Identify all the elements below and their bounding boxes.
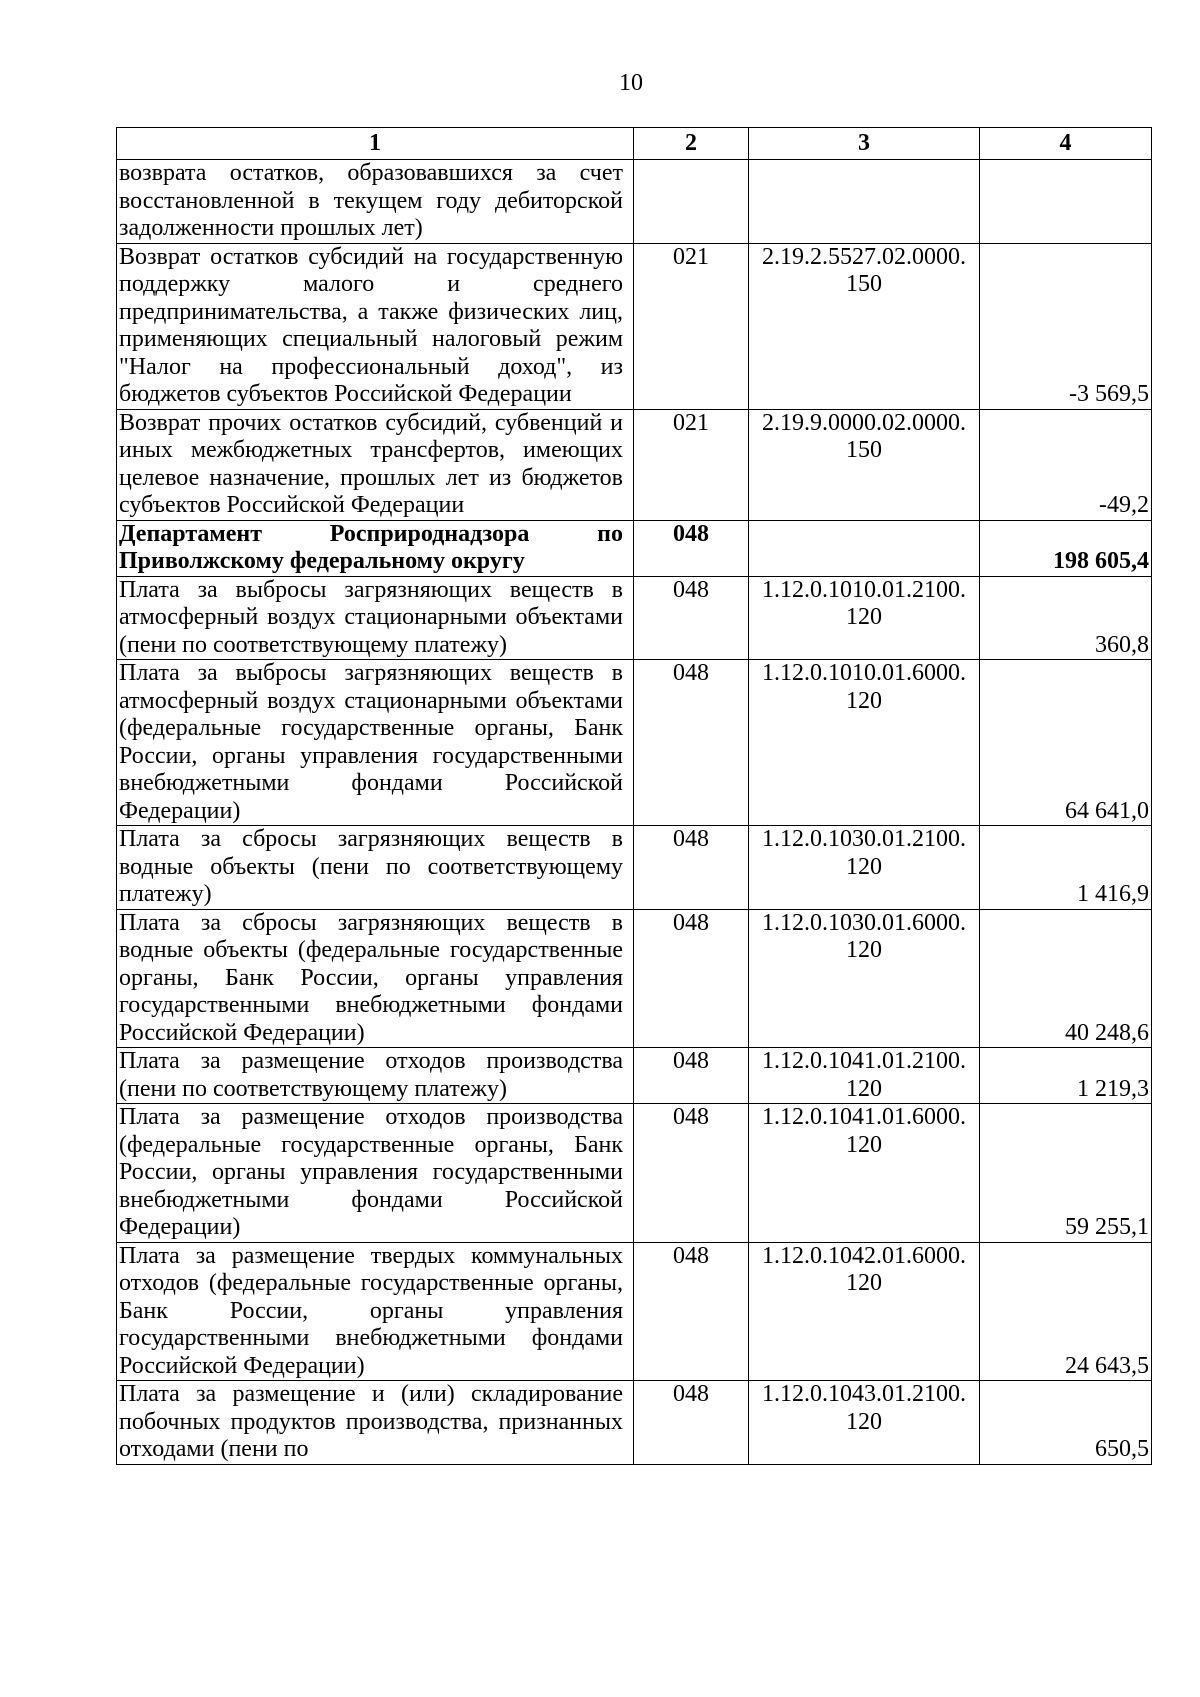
- row-kbk: [749, 520, 980, 576]
- table-row: [117, 1242, 1152, 1381]
- row-kbk: 1.12.0.1043.01.2100. 120: [749, 1381, 980, 1465]
- table-row: [117, 909, 1152, 1048]
- row-kbk: [749, 160, 980, 244]
- row-description: Плата за выбросы загрязняющих веществ в атмосферный воздух стационарными объектами (пени по соответствующему платежу): [117, 576, 634, 660]
- row-amount: 650,5: [980, 1381, 1152, 1465]
- row-code: 048: [634, 909, 749, 1048]
- row-description: Плата за сбросы загрязняющих веществ в водные объекты (федеральные государственные органы, Банк России, органы управления государственными внебюджетными фондами Российской Федерации): [117, 909, 634, 1048]
- row-amount: 360,8: [980, 576, 1152, 660]
- header-col-4: 4: [980, 128, 1152, 160]
- row-code: 048: [634, 1242, 749, 1381]
- row-amount: 40 248,6: [980, 909, 1152, 1048]
- row-kbk: 2.19.2.5527.02.0000. 150: [749, 243, 980, 409]
- row-code: 048: [634, 1104, 749, 1243]
- row-code: [634, 160, 749, 244]
- row-description: Возврат прочих остатков субсидий, субвенций и иных межбюджетных трансфертов, имеющих целевое назначение, прошлых лет из бюджетов субъектов Российской Федерации: [117, 409, 634, 520]
- table-row: [117, 160, 1152, 244]
- row-description: возврата остатков, образовавшихся за счет восстановленной в текущем году дебиторской задолженности прошлых лет): [117, 160, 634, 244]
- row-description: Возврат остатков субсидий на государственную поддержку малого и среднего предпринимательства, а также физических лиц, применяющих специальный налоговый режим "Налог на профессиональный доход", из бюджетов субъектов Российской Федерации: [117, 243, 634, 409]
- table-row: [117, 409, 1152, 520]
- table-row: [117, 243, 1152, 409]
- row-amount: -49,2: [980, 409, 1152, 520]
- row-code: 021: [634, 243, 749, 409]
- row-description: Плата за размещение твердых коммунальных отходов (федеральные государственные органы, Банк России, органы управления государственными внебюджетными фондами Российской Федерации): [117, 1242, 634, 1381]
- row-description: Плата за сбросы загрязняющих веществ в водные объекты (пени по соответствующему платежу): [117, 826, 634, 910]
- row-description: Плата за размещение отходов производства (федеральные государственные органы, Банк России, органы управления государственными внебюджетными фондами Российской Федерации): [117, 1104, 634, 1243]
- row-kbk: 1.12.0.1041.01.2100. 120: [749, 1048, 980, 1104]
- row-kbk: 1.12.0.1041.01.6000. 120: [749, 1104, 980, 1243]
- row-code: 021: [634, 409, 749, 520]
- header-col-2: 2: [634, 128, 749, 160]
- row-kbk: 2.19.9.0000.02.0000. 150: [749, 409, 980, 520]
- row-code: 048: [634, 520, 749, 576]
- row-description: Плата за выбросы загрязняющих веществ в атмосферный воздух стационарными объектами (федеральные государственные органы, Банк России, органы управления государственными внебюджетными фондами Российской Федерации): [117, 660, 634, 826]
- table-row: [117, 576, 1152, 660]
- row-description: Плата за размещение отходов производства (пени по соответствующему платежу): [117, 1048, 634, 1104]
- table-row: [117, 660, 1152, 826]
- page-number: 10: [619, 70, 643, 96]
- row-amount: 1 219,3: [980, 1048, 1152, 1104]
- table-row: [117, 1381, 1152, 1465]
- header-col-3: 3: [749, 128, 980, 160]
- row-code: 048: [634, 660, 749, 826]
- row-amount: 59 255,1: [980, 1104, 1152, 1243]
- row-kbk: 1.12.0.1030.01.6000. 120: [749, 909, 980, 1048]
- budget-table: [116, 127, 1152, 1465]
- table-row: [117, 520, 1152, 576]
- row-kbk: 1.12.0.1010.01.2100. 120: [749, 576, 980, 660]
- row-amount: 64 641,0: [980, 660, 1152, 826]
- row-amount: 24 643,5: [980, 1242, 1152, 1381]
- row-code: 048: [634, 826, 749, 910]
- header-col-1: 1: [117, 128, 634, 160]
- row-kbk: 1.12.0.1030.01.2100. 120: [749, 826, 980, 910]
- row-description: Департамент Росприроднадзора по Приволжскому федеральному округу: [117, 520, 634, 576]
- row-kbk: 1.12.0.1010.01.6000. 120: [749, 660, 980, 826]
- row-kbk: 1.12.0.1042.01.6000. 120: [749, 1242, 980, 1381]
- row-amount: 198 605,4: [980, 520, 1152, 576]
- table-row: [117, 1104, 1152, 1243]
- row-amount: -3 569,5: [980, 243, 1152, 409]
- table-row: [117, 826, 1152, 910]
- row-code: 048: [634, 1048, 749, 1104]
- row-amount: 1 416,9: [980, 826, 1152, 910]
- table-row: [117, 1048, 1152, 1104]
- row-code: 048: [634, 1381, 749, 1465]
- row-description: Плата за размещение и (или) складирование побочных продуктов производства, признанных отходами (пени по: [117, 1381, 634, 1465]
- row-code: 048: [634, 576, 749, 660]
- row-amount: [980, 160, 1152, 244]
- table-header-row: [117, 128, 1152, 160]
